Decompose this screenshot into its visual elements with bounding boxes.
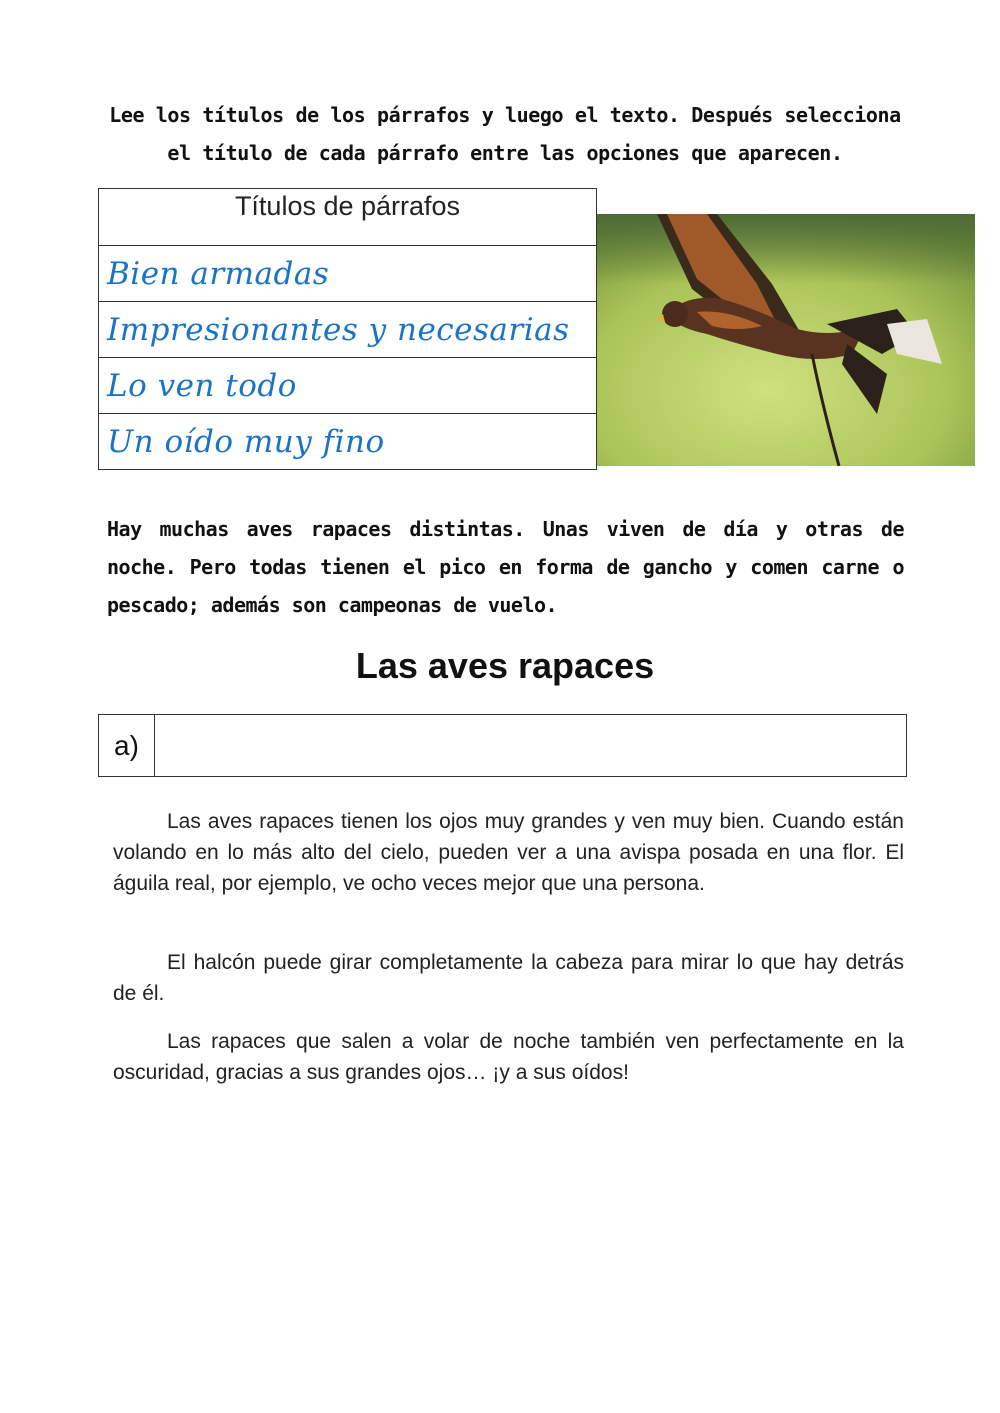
title-option-row[interactable]	[99, 301, 596, 357]
paragraph-3: Las rapaces que salen a volar de noche también ven perfectamente en la oscuridad, gracias a sus grandes ojos… ¡y a sus oídos!	[113, 1030, 904, 1084]
paragraph-1: Las aves rapaces tienen los ojos muy grandes y ven muy bien. Cuando están volando en lo más alto del cielo, pueden ver a una avispa posada en una flor. El águila real, por ejemplo, ve ocho veces mejor que una persona.	[113, 810, 904, 895]
eagle-illustration	[597, 214, 975, 466]
answer-box	[98, 714, 907, 777]
instructions-line-2: el título de cada párrafo entre las opciones que aparecen.	[167, 141, 843, 165]
eagle-photo	[597, 214, 975, 466]
instructions-line-1: Lee los títulos de los párrafos y luego el texto. Después selecciona	[109, 103, 901, 127]
title-option[interactable]: Lo ven todo	[107, 367, 297, 404]
title-option[interactable]: Bien armadas	[107, 255, 330, 292]
instructions	[100, 96, 910, 172]
titles-table-header: Títulos de párrafos	[234, 191, 461, 221]
titles-table	[98, 188, 597, 470]
page-title: Las aves rapaces	[355, 645, 655, 686]
title-option-row[interactable]	[99, 357, 596, 413]
title-option[interactable]: Un oído muy fino	[107, 423, 385, 460]
title-option-row[interactable]	[99, 245, 596, 301]
title-option[interactable]: Impresionantes y necesarias	[107, 311, 570, 348]
paragraph-2: El halcón puede girar completamente la cabeza para mirar lo que hay detrás de él.	[113, 951, 904, 1005]
answer-label: a)	[99, 715, 155, 776]
answer-input[interactable]	[155, 715, 906, 776]
intro-paragraph: Hay muchas aves rapaces distintas. Unas viven de día y otras de noche. Pero todas tienen el pico en forma de gancho y comen carne o pescado; además son campeonas de vuelo.	[107, 517, 904, 617]
title-option-row[interactable]	[99, 413, 596, 469]
